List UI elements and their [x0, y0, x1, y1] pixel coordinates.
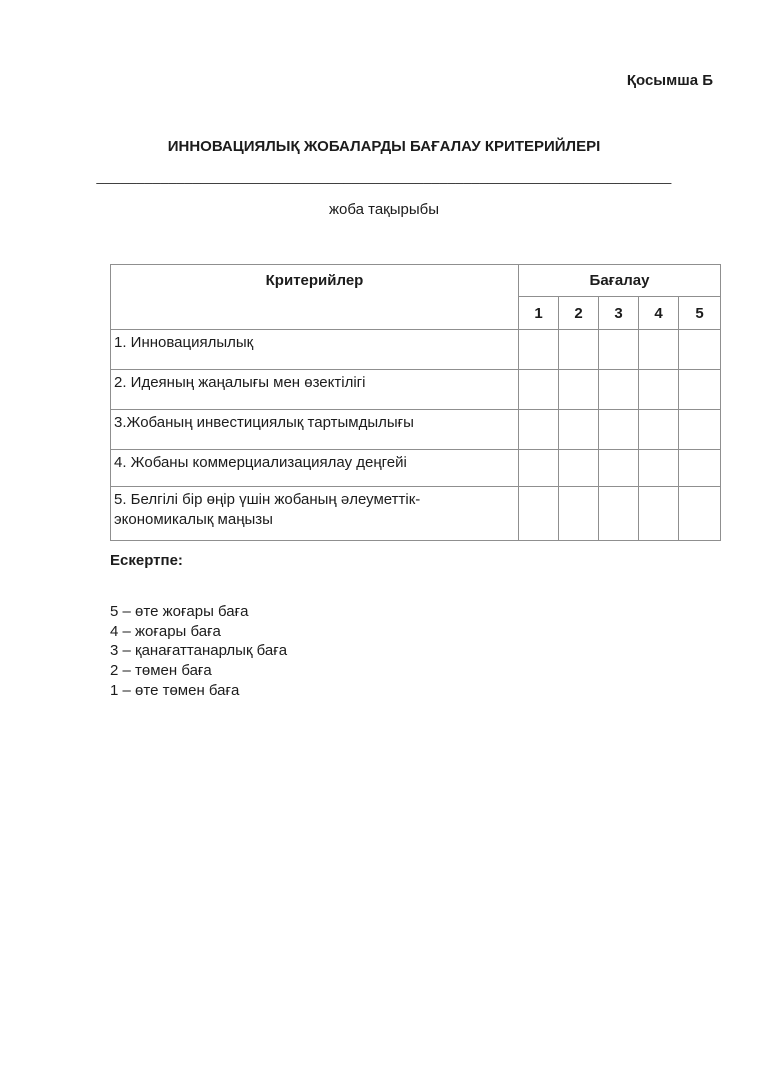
rating-cell: [599, 410, 639, 450]
table-row: [111, 330, 721, 370]
table-row: [111, 370, 721, 410]
rating-cell: [599, 330, 639, 370]
scale-header-2: 2: [559, 297, 599, 330]
rating-cell: [679, 487, 721, 541]
rating-cell: [519, 370, 559, 410]
rating-cell: [519, 487, 559, 541]
table-row: [111, 487, 721, 541]
rating-cell: [519, 410, 559, 450]
rating-column-header: Бағалау: [519, 265, 721, 297]
rating-cell: [599, 370, 639, 410]
table-row: [111, 450, 721, 487]
rating-cell: [559, 487, 599, 541]
rating-cell: [519, 330, 559, 370]
table-row: [111, 410, 721, 450]
rating-cell: [599, 450, 639, 487]
scale-header-5: 5: [679, 297, 721, 330]
appendix-label: Қосымша Б: [626, 72, 713, 89]
scale-header-4: 4: [639, 297, 679, 330]
rating-cell: [679, 330, 721, 370]
rating-cell: [679, 450, 721, 487]
legend-item-5: 5 – өте жоғары баға: [110, 603, 249, 620]
criteria-column-header: Критерийлер: [111, 265, 519, 330]
legend-item-1: 1 – өте төмен баға: [110, 681, 240, 699]
page-title: ИННОВАЦИЯЛЫҚ ЖОБАЛАРДЫ БАҒАЛАУ КРИТЕРИЙЛЕРІ: [167, 138, 601, 155]
rating-cell: [639, 370, 679, 410]
rating-cell: [559, 330, 599, 370]
rating-cell: [559, 370, 599, 410]
table-header-row: [111, 265, 721, 297]
rating-cell: [559, 410, 599, 450]
rating-cell: [679, 410, 721, 450]
rating-cell: [679, 370, 721, 410]
scale-header-1: 1: [519, 297, 559, 330]
rating-cell: [519, 450, 559, 487]
rating-legend: [110, 602, 287, 701]
rating-cell: [599, 487, 639, 541]
rating-cell: [639, 410, 679, 450]
criterion-label-2: 2. Идеяның жаңалығы мен өзектілігі: [111, 370, 519, 410]
legend-item-4: 4 – жоғары баға: [110, 622, 221, 640]
scale-header-3: 3: [599, 297, 639, 330]
topic-blank-line: ________________________________________________________________________: [96, 168, 672, 184]
topic-line-caption: жоба тақырыбы: [328, 201, 440, 218]
criterion-label-4: 4. Жобаны коммерциализациялау деңгейі: [111, 450, 519, 487]
rating-cell: [639, 450, 679, 487]
criteria-table: [110, 264, 721, 541]
note-heading: Ескертпе:: [110, 552, 183, 569]
legend-item-3: 3 – қанағаттанарлық баға: [110, 642, 288, 660]
legend-item-2: 2 – төмен баға: [110, 662, 212, 680]
criterion-label-5: 5. Белгілі бір өңір үшін жобаның әлеуметтік-экономикалық маңызы: [111, 487, 519, 541]
rating-cell: [639, 487, 679, 541]
rating-cell: [559, 450, 599, 487]
criterion-label-1: 1. Инновациялылық: [111, 330, 519, 370]
criterion-label-3: 3.Жобаның инвестициялық тартымдылығы: [111, 410, 519, 450]
rating-cell: [639, 330, 679, 370]
